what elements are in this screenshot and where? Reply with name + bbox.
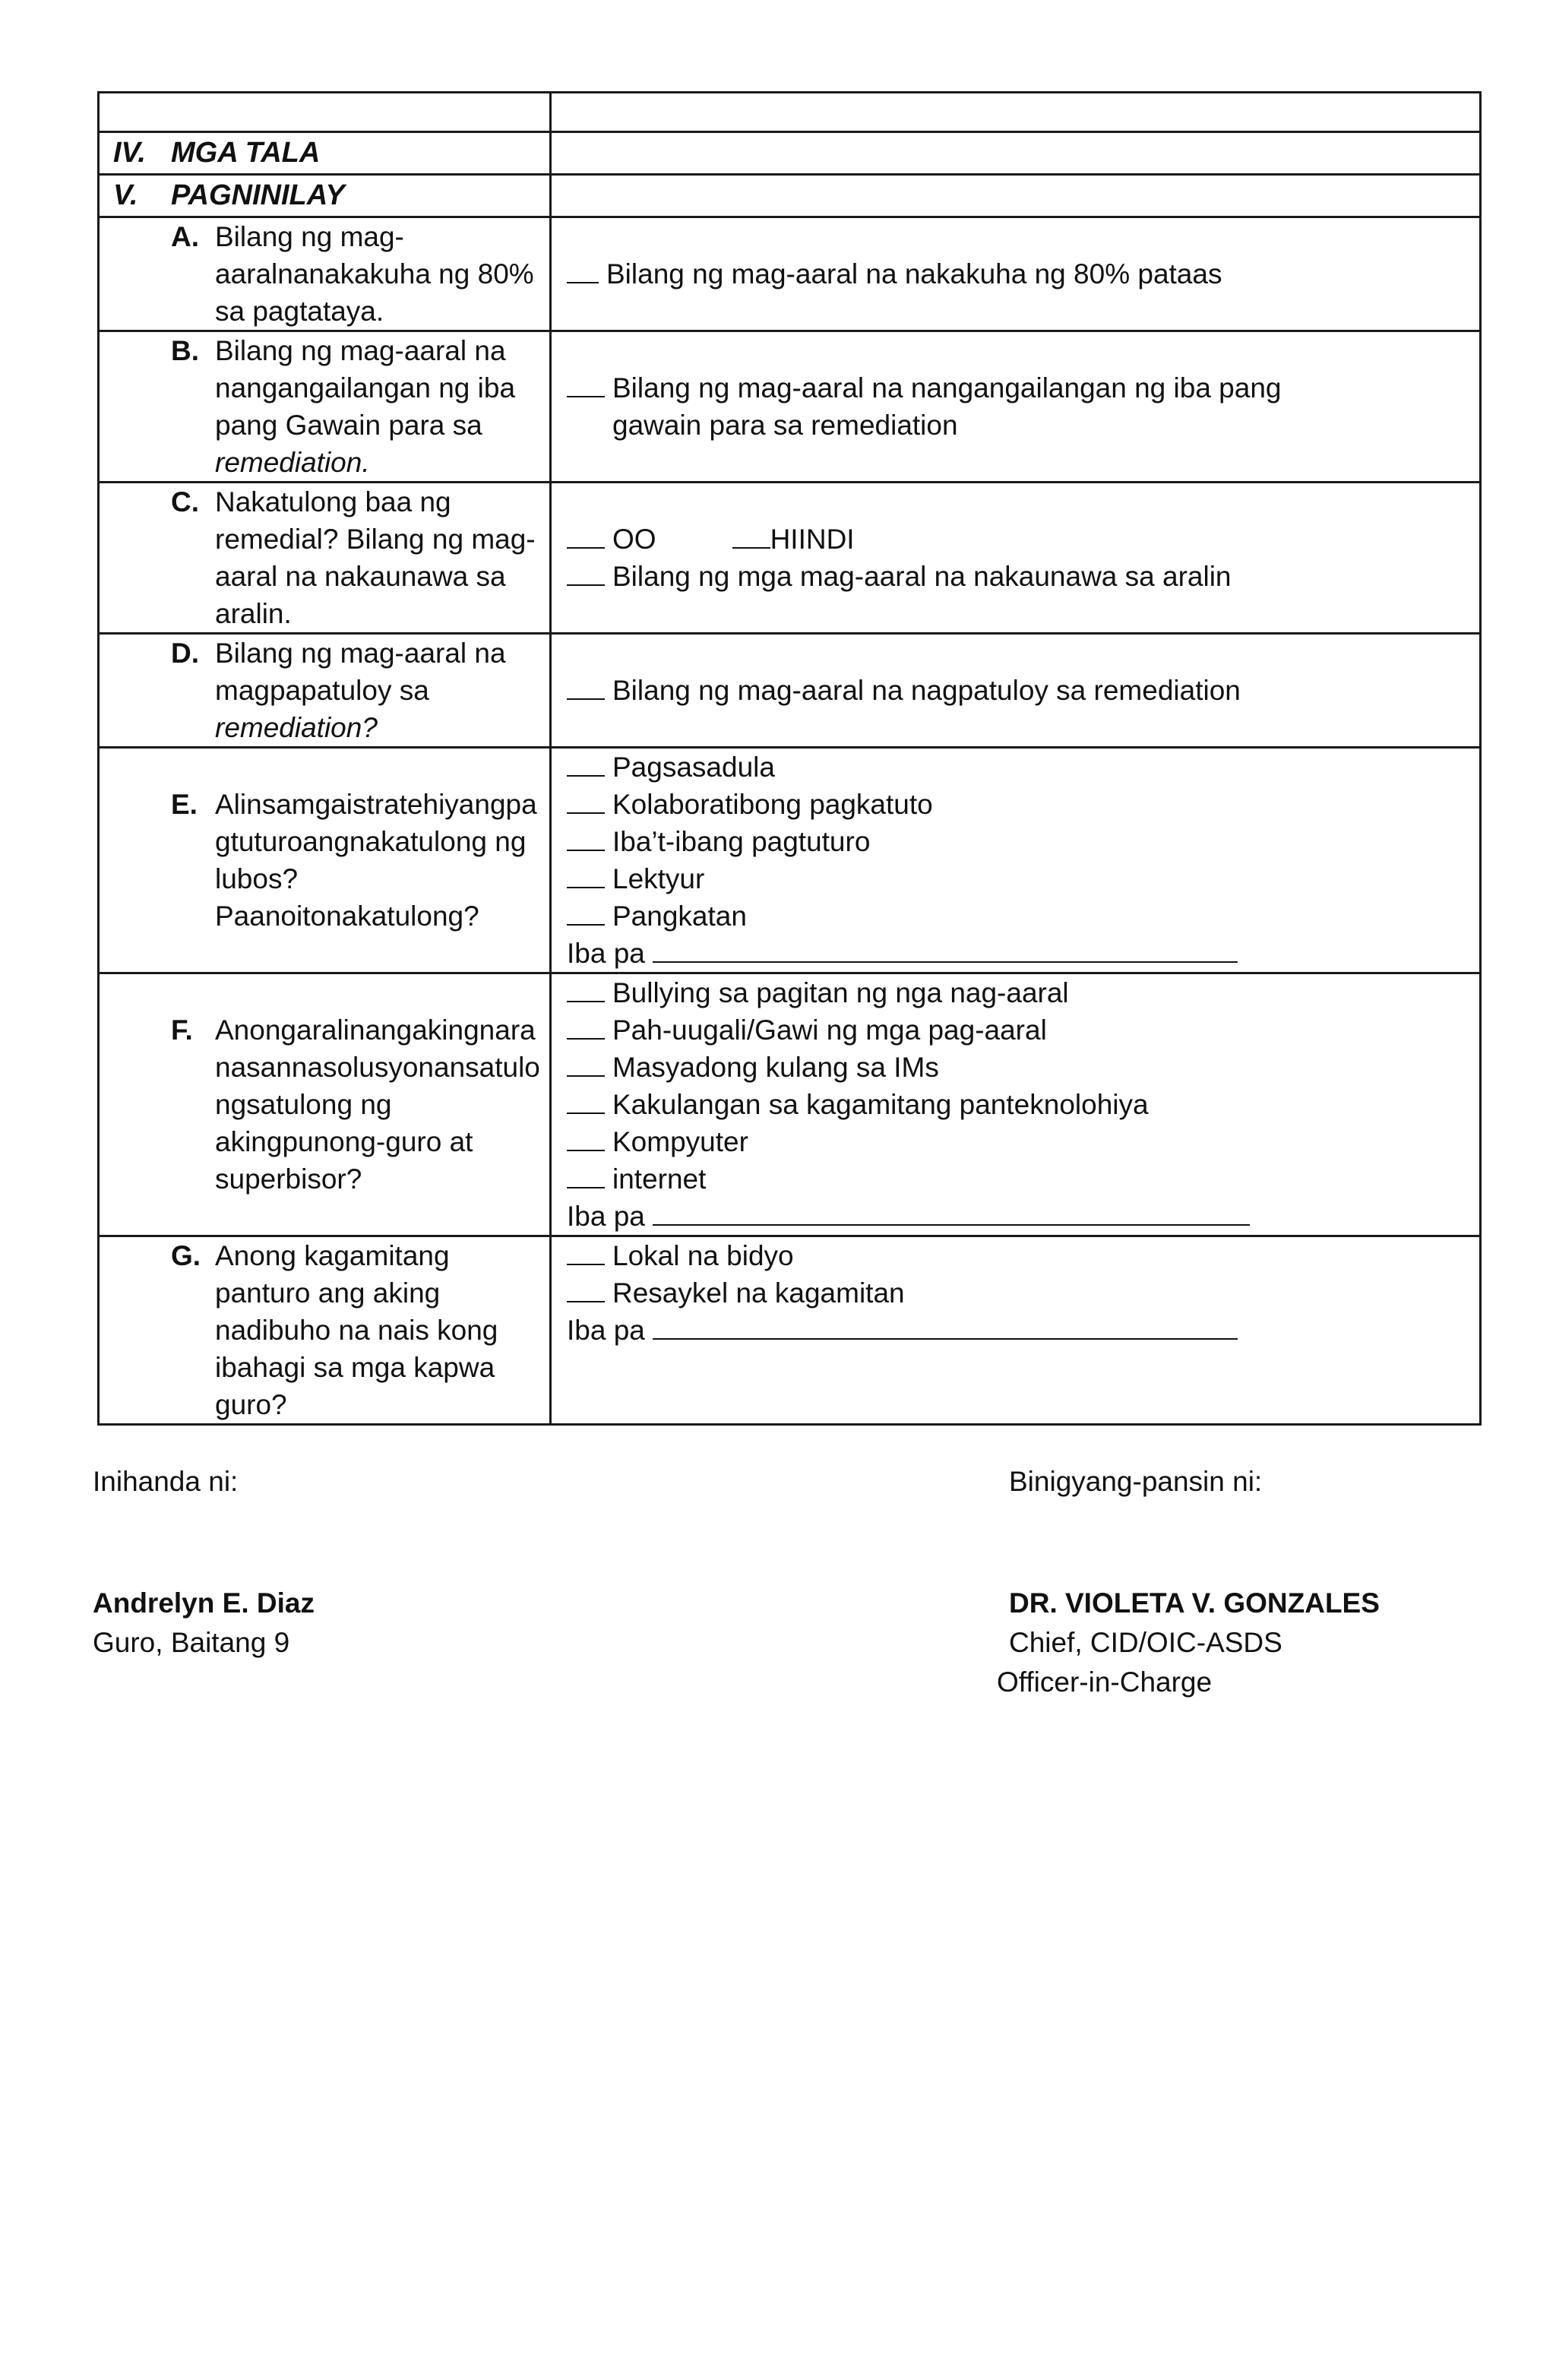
answer-e: [551, 748, 1481, 973]
answer-text: Masyadong kulang sa IMs: [612, 1052, 939, 1083]
answer-text: Pagsasadula: [612, 752, 775, 783]
answer-blank[interactable]: [567, 524, 605, 549]
question-text: Anong kagamitang: [215, 1240, 450, 1271]
answer-text: Pah-uugali/Gawi ng mga pag-aaral: [612, 1014, 1047, 1046]
noted-by-block: [997, 1462, 1380, 1702]
answer-blank[interactable]: [567, 562, 605, 586]
other-fill-line[interactable]: [653, 1315, 1238, 1340]
table-row: [99, 634, 1481, 748]
answer-text: Bullying sa pagitan ng nga nag-aaral: [612, 977, 1069, 1008]
answer-text: Kompyuter: [612, 1126, 748, 1157]
answer-blank[interactable]: [567, 864, 605, 888]
section-v-heading: [99, 175, 551, 217]
question-text: lubos?: [215, 863, 299, 894]
answer-text: internet: [612, 1163, 707, 1195]
answer-text: Iba’t-ibang pagtuturo: [612, 826, 871, 857]
section-number: IV.: [113, 137, 146, 169]
answer-b: [551, 331, 1481, 483]
answer-blank[interactable]: [567, 1164, 605, 1188]
answer-blank[interactable]: [567, 1052, 605, 1077]
answer-text: Bilang ng mag-aaral na nangangailangan ng iba pang: [612, 372, 1282, 404]
other-fill-line[interactable]: [653, 938, 1238, 963]
question-text: Anongaralinangakingnara: [215, 1014, 536, 1046]
other-fill-line[interactable]: [653, 1201, 1250, 1226]
item-letter: A.: [171, 221, 199, 252]
answer-blank[interactable]: [567, 1278, 605, 1302]
noted-name: DR. VIOLETA V. GONZALES: [1009, 1587, 1380, 1619]
table-row: [99, 1236, 1481, 1425]
question-text: Paanoitonakatulong?: [215, 900, 479, 932]
answer-text: gawain para sa remediation: [612, 410, 958, 441]
table-row: [99, 132, 1481, 175]
question-text: nangangailangan ng iba: [215, 372, 516, 404]
section-label: PAGNINILAY: [171, 179, 345, 211]
question-text: remediation?: [215, 712, 378, 743]
answer-blank[interactable]: [567, 790, 605, 814]
question-text: pang Gawain para sa: [215, 410, 482, 441]
item-letter: C.: [171, 486, 199, 517]
question-text: aaralnanakakuha ng 80%: [215, 258, 534, 290]
prepared-name: Andrelyn E. Diaz: [93, 1587, 315, 1619]
answer-text: Bilang ng mga mag-aaral na nakaunawa sa aralin: [612, 561, 1232, 592]
question-text: ibahagi sa mga kapwa: [215, 1352, 495, 1383]
answer-blank[interactable]: [567, 1015, 605, 1040]
question-f: [99, 973, 551, 1236]
question-text: Bilang ng mag-aaral na: [215, 335, 506, 366]
table-row: [99, 175, 1481, 217]
question-text: remedial? Bilang ng mag-: [215, 524, 536, 555]
answer-text: Bilang ng mag-aaral na nagpatuloy sa remediation: [612, 675, 1241, 706]
question-b: [99, 331, 551, 483]
question-text: aaral na nakaunawa sa: [215, 561, 506, 592]
answer-blank[interactable]: [732, 524, 770, 549]
section-label: MGA TALA: [171, 137, 321, 169]
item-letter: D.: [171, 638, 199, 669]
question-d: [99, 634, 551, 748]
table-row: [99, 748, 1481, 973]
question-text: ngsatulong ng: [215, 1089, 392, 1120]
answer-d: [551, 634, 1481, 748]
question-text: Alinsamgaistratehiyangpa: [215, 789, 537, 820]
question-text: gtuturoangnakatulong ng: [215, 826, 527, 857]
question-text: akingpunong-guro at: [215, 1126, 473, 1157]
reflection-cell: [551, 175, 1481, 217]
table-row: [99, 483, 1481, 634]
answer-f: [551, 973, 1481, 1236]
answer-text: Bilang ng mag-aaral na nakakuha ng 80% pataas: [606, 258, 1222, 290]
noted-title: Chief, CID/OIC-ASDS: [1009, 1627, 1282, 1658]
option-yes: OO: [612, 524, 656, 555]
question-a: [99, 217, 551, 331]
answer-text: Kakulangan sa kagamitang panteknolohiya: [612, 1089, 1149, 1120]
answer-blank[interactable]: [567, 901, 605, 926]
answer-a: [551, 217, 1481, 331]
answer-blank[interactable]: [567, 1127, 605, 1151]
item-letter: F.: [171, 1014, 193, 1046]
section-iv-heading: [99, 132, 551, 175]
answer-blank[interactable]: [567, 259, 599, 283]
question-text: remediation.: [215, 447, 370, 478]
table-row: [99, 93, 1481, 132]
reflection-table: [97, 91, 1482, 1426]
item-letter: B.: [171, 335, 199, 366]
table-row: [99, 973, 1481, 1236]
question-text: panturo ang aking: [215, 1277, 441, 1309]
answer-c: [551, 483, 1481, 634]
question-text: nadibuho na nais kong: [215, 1315, 498, 1346]
answer-text: Pangkatan: [612, 900, 747, 932]
question-text: Bilang ng mag-: [215, 221, 404, 252]
answer-g: [551, 1236, 1481, 1425]
empty-cell: [551, 93, 1481, 132]
answer-text: Kolaboratibong pagkatuto: [612, 789, 933, 820]
prepared-label: Inihanda ni:: [93, 1466, 239, 1497]
answer-blank[interactable]: [567, 752, 605, 777]
other-label: Iba pa: [567, 938, 645, 969]
section-number: V.: [113, 179, 138, 211]
other-label: Iba pa: [567, 1315, 645, 1346]
question-text: nasannasolusyonansatulo: [215, 1052, 540, 1083]
question-c: [99, 483, 551, 634]
answer-blank[interactable]: [567, 978, 605, 1002]
table-row: [99, 217, 1481, 331]
answer-blank[interactable]: [567, 676, 605, 700]
notes-cell: [551, 132, 1481, 175]
question-text: Bilang ng mag-aaral na: [215, 638, 506, 669]
answer-text: Lektyur: [612, 863, 705, 894]
noted-title-2: Officer-in-Charge: [997, 1666, 1213, 1698]
other-label: Iba pa: [567, 1201, 645, 1232]
table-row: [99, 331, 1481, 483]
answer-blank[interactable]: [567, 373, 605, 397]
answer-blank[interactable]: [567, 1241, 605, 1265]
empty-cell: [99, 93, 551, 132]
answer-text: Lokal na bidyo: [612, 1240, 794, 1271]
noted-label: Binigyang-pansin ni:: [1009, 1466, 1263, 1497]
item-letter: E.: [171, 789, 198, 820]
answer-blank[interactable]: [567, 1090, 605, 1114]
question-g: [99, 1236, 551, 1425]
answer-text: Resaykel na kagamitan: [612, 1277, 905, 1309]
option-no: HIINDI: [770, 524, 855, 555]
item-letter: G.: [171, 1240, 201, 1271]
question-text: aralin.: [215, 598, 292, 629]
question-text: superbisor?: [215, 1163, 362, 1195]
question-text: Nakatulong baa ng: [215, 486, 451, 517]
question-text: sa pagtataya.: [215, 296, 384, 327]
question-e: [99, 748, 551, 973]
prepared-title: Guro, Baitang 9: [93, 1627, 290, 1658]
answer-blank[interactable]: [567, 827, 605, 851]
question-text: magpapatuloy sa: [215, 675, 429, 706]
prepared-by-block: [93, 1462, 315, 1663]
question-text: guro?: [215, 1389, 287, 1420]
